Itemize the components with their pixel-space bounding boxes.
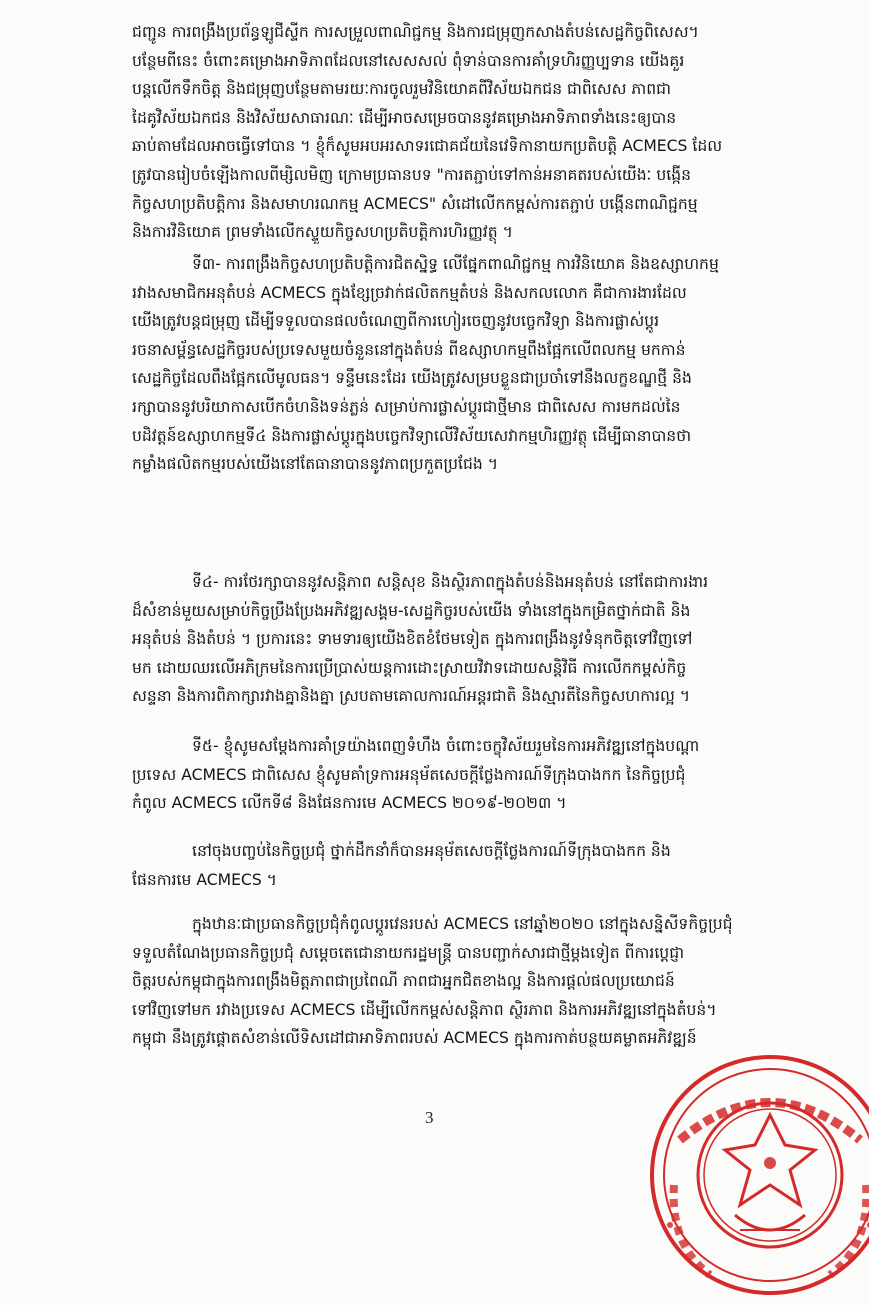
text-line: ផែនការមេ ACMECS ។ [132,870,277,889]
text-line: ទី៤- ការថែរក្សាបាននូវសន្តិភាព សន្តិសុខ និងស្ថិរភាពក្នុងតំបន់និងអនុតំបន់ នៅតែជាការងារ [192,573,709,591]
official-seal-icon [640,1045,869,1305]
text-line: បដិវត្តន៍ឧស្សាហកម្មទី៤ និងការផ្លាស់ប្តូរក្នុងបច្ចេកវិទ្យាលើវិស័យសេវាកម្មហិរញ្ញវត្ថុ ដើម្បីធានាបានថា [132,426,692,445]
text-line: ទទួលតំណែងប្រធានកិច្ចប្រជុំ សម្តេចតេជោនាយករដ្ឋមន្ត្រី បានបញ្ជាក់សារជាថ្មីម្តងទៀត ពីការប្តេជ្ញា [132,943,685,962]
text-line: ក្នុងឋានៈជាប្រធានកិច្ចប្រជុំកំពូលប្តូរវេនរបស់ ACMECS នៅឆ្នាំ២០២០ នៅក្នុងសន្និសីទកិច្ចប្រជុំ [192,915,733,933]
text-line: សន្ទនា និងការពិភាក្សារវាងគ្នានិងគ្នា ស្របតាមគោលការណ៍អន្តរជាតិ និងស្មារតីនៃកិច្ចសហការល្អ ។ [132,687,691,706]
text-line: បន្តលើកទឹកចិត្ត និងជម្រុញបន្ថែមតាមរយៈការចូលរួមវិនិយោគពីវិស័យឯកជន ជាពិសេស ភាពជា [132,80,671,99]
text-line: មក ដោយឈរលើអភិក្រមនៃការប្រើប្រាស់យន្តការដោះស្រាយវិវាទដោយសន្តិវិធី ការលើកកម្ពស់កិច្ច [132,658,687,677]
text-line: អនុតំបន់ និងតំបន់ ។ ប្រការនេះ ទាមទារឲ្យយើងខិតខំថែមទៀត ក្នុងការពង្រឹងនូវទំនុកចិត្តទៅវិញទៅ [132,630,693,649]
text-line: ទៅវិញទៅមក រវាងប្រទេស ACMECS ដើម្បីលើកកម្ពស់សន្តិភាព ស្ថិរភាព និងការអភិវឌ្ឍនៅក្នុងតំបន់។ [132,1000,717,1019]
text-line: ដៃគូវិស័យឯកជន និងវិស័យសាធារណៈ ដើម្បីអាចសម្រេចបាននូវគម្រោងអាទិភាពទាំងនេះឲ្យបាន [132,108,677,127]
text-line: សេដ្ឋកិច្ចដែលពឹងផ្អែកលើមូលធន។ ទន្ទឹមនេះដែរ យើងត្រូវសម្របខ្លួនជាប្រចាំទៅនឹងលក្ខខណ្ឌថ្មី និង [132,369,692,388]
paragraph-6 [132,910,810,1053]
text-line: បន្ថែមពីនេះ ចំពោះគម្រោងអាទិភាពដែលនៅសេសសល់ ពុំទាន់បានការគាំទ្រហិរញ្ញប្បទាន យើងគួរ [132,51,685,70]
text-line: រក្សាបាននូវបរិយាកាសបើកចំហនិងទន់ភ្លន់ សម្រាប់ការផ្លាស់ប្តូរជាថ្មីមាន ជាពិសេស ការមកដល់នៃ [132,397,681,416]
text-line: ចិត្តរបស់កម្ពុជាក្នុងការពង្រឹងមិត្តភាពជាប្រពៃណី ភាពជាអ្នកជិតខាងល្អ និងការផ្តល់ផលប្រយោជន៍ [132,972,675,991]
page-number: 3 [425,1108,434,1127]
paragraph-5 [132,837,810,894]
text-line: ឆាប់តាមដែលអាចធ្វើទៅបាន ។ ខ្ញុំក៏សូមអបអរសាទរជោគជ័យនៃវេទិកានាយកប្រតិបត្តិ ACMECS ដែល [132,137,723,156]
text-line: ត្រូវបានរៀបចំឡើងកាលពីម្សិលមិញ ក្រោមប្រធានបទ "ការតភ្ជាប់ទៅកាន់អនាគតរបស់យើងៈ បង្កើន [132,165,692,184]
text-line: ទី៣- ការពង្រឹងកិច្ចសហប្រតិបត្តិការជិតស្និទ្ធ លើផ្នែកពាណិជ្ជកម្ម ការវិនិយោគ និងឧស្សាហកម្ម [192,255,719,273]
text-line: ដ៏សំខាន់មួយសម្រាប់កិច្ចប្រឹងប្រែងអភិវឌ្ឍសង្គម-សេដ្ឋកិច្ចរបស់យើង ទាំងនៅក្នុងកម្រិតថ្នាក់ជាតិ និង [132,601,691,620]
text-line: នៅចុងបញ្ចប់នៃកិច្ចប្រជុំ ថ្នាក់ដឹកនាំក៏បានអនុម័តសេចក្តីថ្លែងការណ៍ទីក្រុងបាងកក និង [192,842,671,860]
text-line: និងការវិនិយោគ ព្រមទាំងលើកស្ទួយកិច្ចសហប្រតិបត្តិការហិរញ្ញវត្ថុ ។ [132,223,513,242]
text-line: ប្រទេស ACMECS ជាពិសេស ខ្ញុំសូមគាំទ្រការអនុម័តសេចក្តីថ្លែងការណ៍ទីក្រុងបាងកក នៃកិច្ចប្រជុំ [132,765,686,784]
text-line: កម្លាំងផលិតកម្មរបស់យើងនៅតែធានាបាននូវភាពប្រកួតប្រជែង ។ [132,455,499,474]
paragraph-2 [132,250,810,479]
text-line: កិច្ចសហប្រតិបត្តិការ និងសមាហរណកម្ម ACMECS" សំដៅលើកកម្ពស់ការតភ្ជាប់ បង្កើនពាណិជ្ជកម្ម [132,194,698,213]
text-line: ទី៥- ខ្ញុំសូមសម្តែងការគាំទ្រយ៉ាងពេញទំហឹង ចំពោះចក្ខុវិស័យរួមនៃការអភិវឌ្ឍនៅក្នុងបណ្តា [192,737,700,755]
text-line: កម្ពុជា នឹងត្រូវផ្តោតសំខាន់លើទិសដៅជាអាទិភាពរបស់ ACMECS ក្នុងការកាត់បន្ថយគម្លាតអភិវឌ្ឍន៍ [132,1029,697,1048]
text-line: យើងត្រូវបន្តជម្រុញ ដើម្បីទទួលបានផលចំណេញពីការហៀរចេញនូវបច្ចេកវិទ្យា និងការផ្លាស់ប្តូរ [132,312,660,331]
text-line: រចនាសម្ព័ន្ធសេដ្ឋកិច្ចរបស់ប្រទេសមួយចំនួននៅក្នុងតំបន់ ពីឧស្សាហកម្មពឹងផ្អែកលើពលកម្ម មកកាន់ [132,340,686,359]
paragraph-3 [132,568,810,711]
paragraph-4 [132,732,810,818]
text-line: ជញ្ជូន ការពង្រឹងប្រព័ន្ធឡូជីស្ទីក ការសម្រួលពាណិជ្ជកម្ម និងការជម្រុញកសាងតំបន់សេដ្ឋកិច្ចពិសេស។ [132,23,699,41]
text-line: រវាងសមាជិកអនុតំបន់ ACMECS ក្នុងខ្សែច្រវាក់ផលិតកម្មតំបន់ និងសកលលោក គឺជាការងារដែល [132,283,687,302]
text-line: កំពូល ACMECS លើកទី៨ និងផែនការមេ ACMECS ២០១៩-២០២៣ ។ [132,794,567,813]
paragraph-1 [132,18,810,247]
